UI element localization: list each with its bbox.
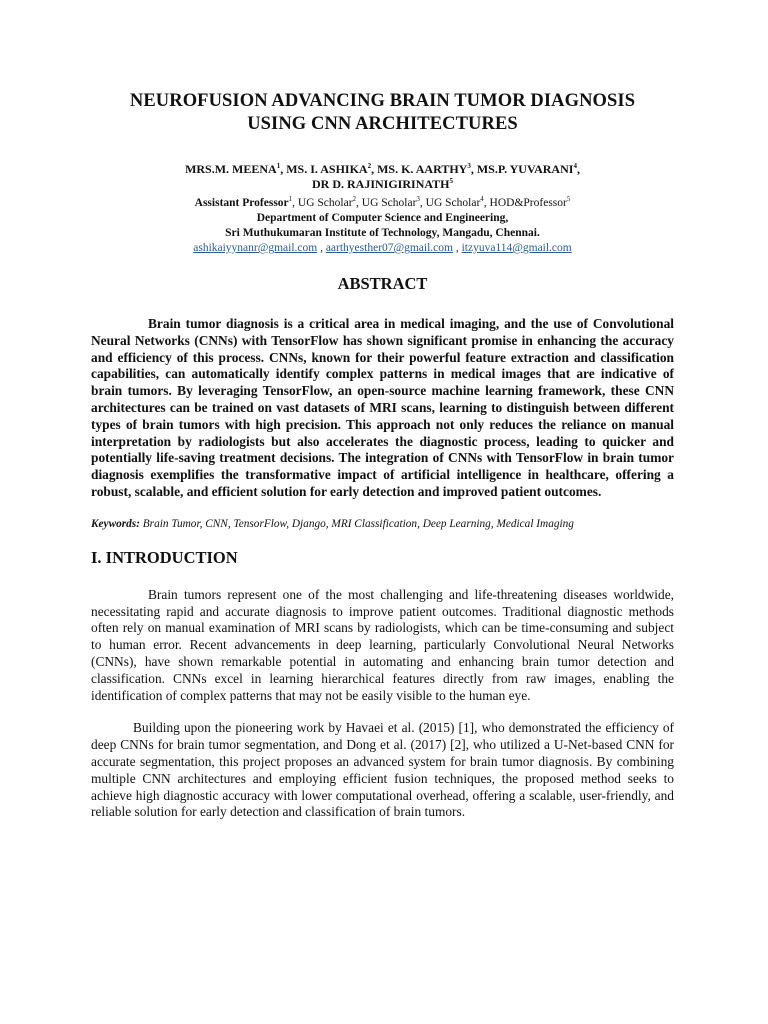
keywords — [91, 517, 674, 531]
author-sep: , — [371, 162, 378, 176]
role-sep: , — [292, 197, 298, 209]
role-sep: , — [419, 197, 426, 209]
email-list — [91, 241, 674, 256]
authors-line-1 — [91, 162, 674, 177]
title-line-2: USING CNN ARCHITECTURES — [247, 114, 518, 134]
author-sup: 2 — [367, 162, 372, 170]
role: UG Scholar — [297, 197, 353, 209]
author-sep: , — [576, 162, 580, 176]
author-name: DR D. RAJINIGIRINATH — [312, 177, 450, 191]
email-sep: , — [452, 242, 462, 254]
author-sup: 3 — [467, 162, 471, 170]
email-link[interactable]: itzyuva114@gmail.com — [461, 242, 572, 254]
role-sup: 1 — [288, 195, 293, 204]
institute: Sri Muthukumaran Institute of Technology, Mangadu, Chennai. — [225, 227, 540, 239]
role-sup: 2 — [352, 195, 357, 204]
role-sep: , — [483, 197, 490, 209]
affiliation-roles — [91, 196, 674, 211]
email-link[interactable]: aarthyesther07@gmail.com — [325, 242, 453, 254]
email-link[interactable]: ashikaiyynanr@gmail.com — [193, 242, 318, 254]
author-list — [91, 162, 674, 192]
author-sep: , — [280, 162, 287, 176]
author-name: MS. K. AARTHY — [377, 162, 468, 176]
author-name: MRS.M. MEENA — [185, 162, 277, 176]
role: HOD&Professor — [489, 197, 567, 209]
authors-line-2 — [91, 177, 674, 192]
section-heading-introduction: I. INTRODUCTION — [91, 547, 238, 567]
paper-title — [91, 90, 674, 136]
role: UG Scholar — [425, 197, 481, 209]
author-sep: , — [470, 162, 477, 176]
role-sup: 4 — [480, 195, 484, 204]
author-sup: 5 — [449, 177, 453, 185]
role-sup: 5 — [566, 195, 571, 204]
abstract-heading: ABSTRACT — [337, 274, 428, 293]
role-sup: 3 — [416, 195, 420, 204]
paper-page — [91, 0, 674, 821]
intro-paragraph-2: Building upon the pioneering work by Havaei et al. (2015) [1], who demonstrated the efficiency of deep CNNs for brain tumor segmentation, and Dong et al. (2017) [2], who utilized a U-Net-based CNN for accurate segmentation, this project proposes an advanced system for brain tumor diagnosis. By combining multiple CNN architectures and employing efficient fusion techniques, the proposed method seeks to achieve high diagnostic accuracy with lower computational overhead, offering a scalable, user-friendly, and reliable solution for early detection and classification of brain tumors. — [91, 720, 674, 820]
department: Department of Computer Science and Engineering, — [256, 212, 509, 224]
author-sup: 1 — [276, 162, 281, 170]
intro-paragraph-1: Brain tumors represent one of the most challenging and life-threatening diseases worldwide, necessitating rapid and accurate diagnosis to improve patient outcomes. Traditional diagnostic methods often rely on manual examination of MRI scans by radiologists, which can be time-consuming and subject to human error. Recent advancements in deep learning, particularly Convolutional Neural Networks (CNNs), have shown remarkable potential in automating and enhancing brain tumor detection and classification. CNNs excel in learning hierarchical features directly from raw images, enabling the identification of complex patterns that may not be easily visible to the human eye. — [91, 586, 674, 703]
author-name: MS. I. ASHIKA — [286, 162, 368, 176]
author-name: MS.P. YUVARANI — [476, 162, 574, 176]
keywords-text: Brain Tumor, CNN, TensorFlow, Django, MRI Classification, Deep Learning, Medical Imaging — [139, 517, 574, 530]
abstract-body: Brain tumor diagnosis is a critical area in medical imaging, and the use of Convolutional Neural Networks (CNNs) with TensorFlow has shown significant promise in enhancing the accuracy and efficiency of this process. CNNs, known for their powerful feature extraction and classification capabilities, can automatically identify complex patterns in medical images that are indicative of brain tumors. By leveraging TensorFlow, an open-source machine learning framework, these CNN architectures can be trained on vast datasets of MRI scans, learning to distinguish between different types of brain tumors with high precision. This approach not only reduces the reliance on manual interpretation by radiologists but also accelerates the diagnostic process, leading to quicker and potentially life-saving treatment decisions. The integration of CNNs with TensorFlow in brain tumor diagnosis exemplifies the transformative impact of artificial intelligence in healthcare, offering a robust, scalable, and efficient solution for early detection and improved patient outcomes. — [91, 316, 674, 499]
keywords-label: Keywords: — [91, 517, 140, 530]
role-sep: , — [356, 197, 362, 209]
title-line-1: NEUROFUSION ADVANCING BRAIN TUMOR DIAGNOSIS — [129, 91, 636, 111]
email-sep: , — [317, 242, 326, 254]
author-sup: 4 — [573, 162, 577, 170]
role: UG Scholar — [361, 197, 417, 209]
role: Assistant Professor — [194, 197, 289, 209]
